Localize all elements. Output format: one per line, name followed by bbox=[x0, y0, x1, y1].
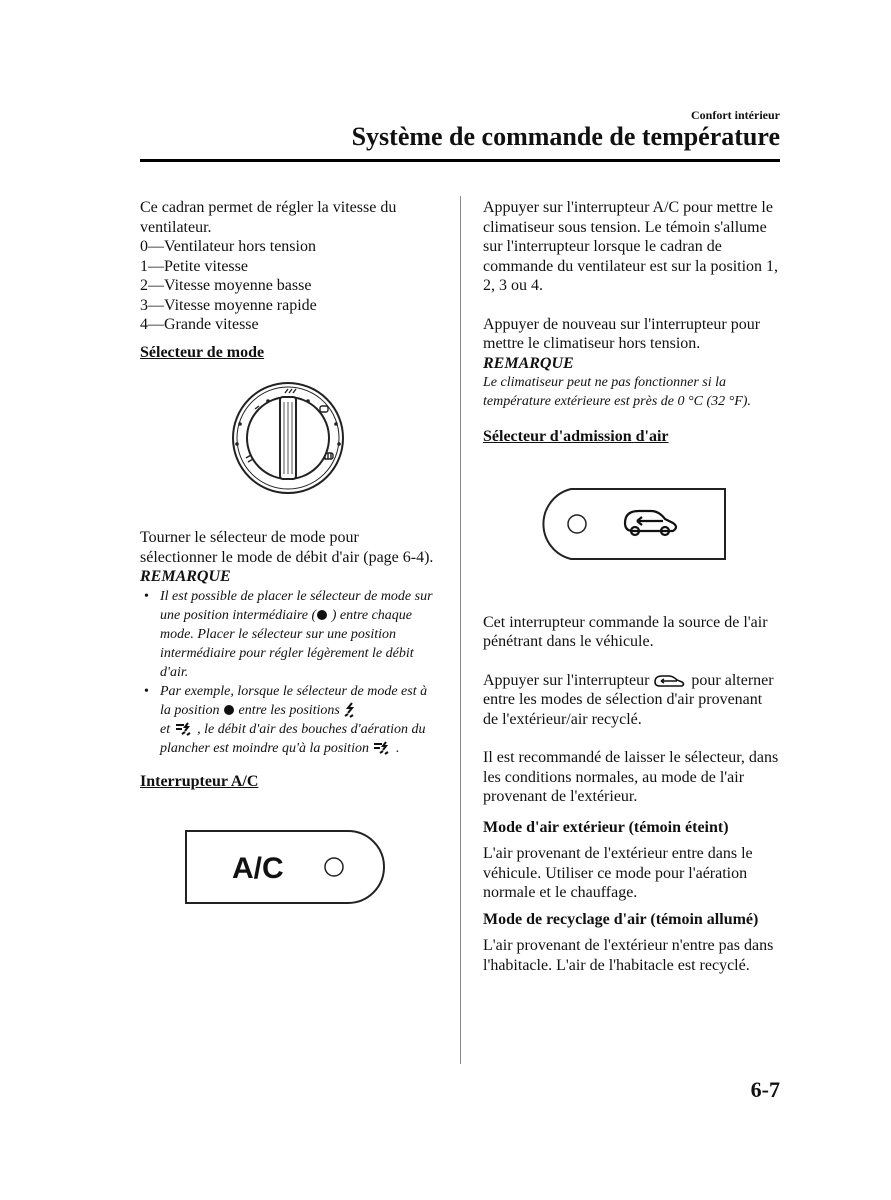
intake-text-2a: Appuyer sur l'interrupteur bbox=[483, 671, 654, 689]
air-intake-switch-figure bbox=[533, 487, 727, 561]
ac-switch-label: A/C bbox=[232, 852, 284, 885]
bullet-text: . bbox=[392, 740, 400, 756]
ac-text-1: Appuyer sur l'interrupteur A/C pour mettre le climatiseur sous tension. Le témoin s'allume sur l'interrupteur lorsque le cadran de commande du ventilateur est sur la position 1, 2, 3 ou 4. bbox=[483, 199, 779, 294]
remark-heading-left: REMARQUE bbox=[140, 568, 231, 585]
remark-bullets bbox=[140, 587, 440, 758]
mode-selector-text: Tourner le sélecteur de mode pour sélectionner le mode de débit d'air (page 6-4). bbox=[140, 529, 434, 566]
fan-intro: Ce cadran permet de régler la vitesse du ventilateur. bbox=[140, 199, 397, 236]
mode-selector-heading: Sélecteur de mode bbox=[140, 343, 265, 361]
recirculation-mode-heading: Mode de recyclage d'air (témoin allumé) bbox=[483, 910, 759, 928]
outside-air-mode-heading: Mode d'air extérieur (témoin éteint) bbox=[483, 818, 729, 836]
fan-speed-4: 4―Grande vitesse bbox=[140, 316, 259, 333]
ac-switch-heading: Interrupteur A/C bbox=[140, 772, 259, 790]
intake-text-3: Il est recommandé de laisser le sélecteur, dans les conditions normales, au mode de l'air provenant de l'extérieur. bbox=[483, 749, 779, 805]
intake-text-1: Cet interrupteur commande la source de l'air pénétrant dans le véhicule. bbox=[483, 613, 768, 650]
fan-speed-3: 3―Vitesse moyenne rapide bbox=[140, 296, 317, 314]
bullet-text: Par exemple, lorsque le sélecteur de mode est à la position bbox=[160, 683, 428, 718]
intake-text-2b: pour alterner entre les modes de sélection d'air provenant de l'extérieur/air recyclé. bbox=[483, 671, 774, 728]
bullet-text: et bbox=[160, 721, 174, 737]
intake-text-2 bbox=[483, 671, 780, 730]
fan-speed-2: 2―Vitesse moyenne basse bbox=[140, 277, 312, 294]
remark-text-right: Le climatiseur peut ne pas fonctionner si la température extérieure est près de 0 °C (32 °F). bbox=[483, 375, 751, 409]
mode-selector-dial-figure bbox=[228, 382, 352, 494]
floor-defrost-mode-icon bbox=[372, 741, 392, 755]
recirculation-mode-text: L'air provenant de l'extérieur n'entre pas dans l'habitacle. L'air de l'habitacle est recyclé. bbox=[483, 937, 774, 974]
fan-speed-0: 0―Ventilateur hors tension bbox=[140, 238, 316, 255]
floor-defrost-mode-icon bbox=[174, 722, 194, 736]
ac-text-2: Appuyer de nouveau sur l'interrupteur pour mettre le climatiseur hors tension. bbox=[483, 315, 761, 352]
floor-mode-icon bbox=[343, 702, 357, 718]
intermediate-position-icon bbox=[316, 609, 328, 621]
bullet-text: ) entre chaque mode. Placer le sélecteur sur une position intermédiaire pour régler légèrement le débit d'air. bbox=[160, 607, 414, 680]
outside-air-mode-text: L'air provenant de l'extérieur entre dans le véhicule. Utiliser ce mode pour l'aération normale et le chauffage. bbox=[483, 845, 753, 901]
left-column bbox=[140, 198, 440, 905]
bullet-dot: • bbox=[144, 683, 149, 699]
bullet-dot: • bbox=[144, 588, 149, 604]
intermediate-position-icon bbox=[223, 704, 235, 716]
page-number: 6-7 bbox=[750, 1077, 780, 1102]
column-divider bbox=[460, 196, 461, 1064]
bullet-text: entre les positions bbox=[235, 702, 344, 718]
header-rule bbox=[140, 159, 780, 162]
ac-indicator-icon bbox=[325, 858, 343, 876]
section-label: Confort intérieur bbox=[691, 108, 780, 122]
recirculation-icon bbox=[653, 673, 687, 689]
page-title: Système de commande de température bbox=[351, 122, 780, 151]
remark-bullet bbox=[140, 682, 440, 758]
intake-indicator-icon bbox=[568, 515, 586, 533]
ac-switch-figure bbox=[184, 829, 388, 905]
remark-heading-right: REMARQUE bbox=[483, 354, 574, 372]
fan-speed-1: 1―Petite vitesse bbox=[140, 257, 248, 275]
bullet-text: Il est possible de placer le sélecteur de mode sur une position intermédiaire ( bbox=[160, 588, 433, 623]
remark-bullet bbox=[140, 587, 440, 682]
intake-selector-heading: Sélecteur d'admission d'air bbox=[483, 428, 669, 445]
right-column bbox=[483, 198, 780, 975]
bullet-text: , le débit d'air des bouches d'aération du plancher est moindre qu'à la position bbox=[160, 721, 426, 756]
